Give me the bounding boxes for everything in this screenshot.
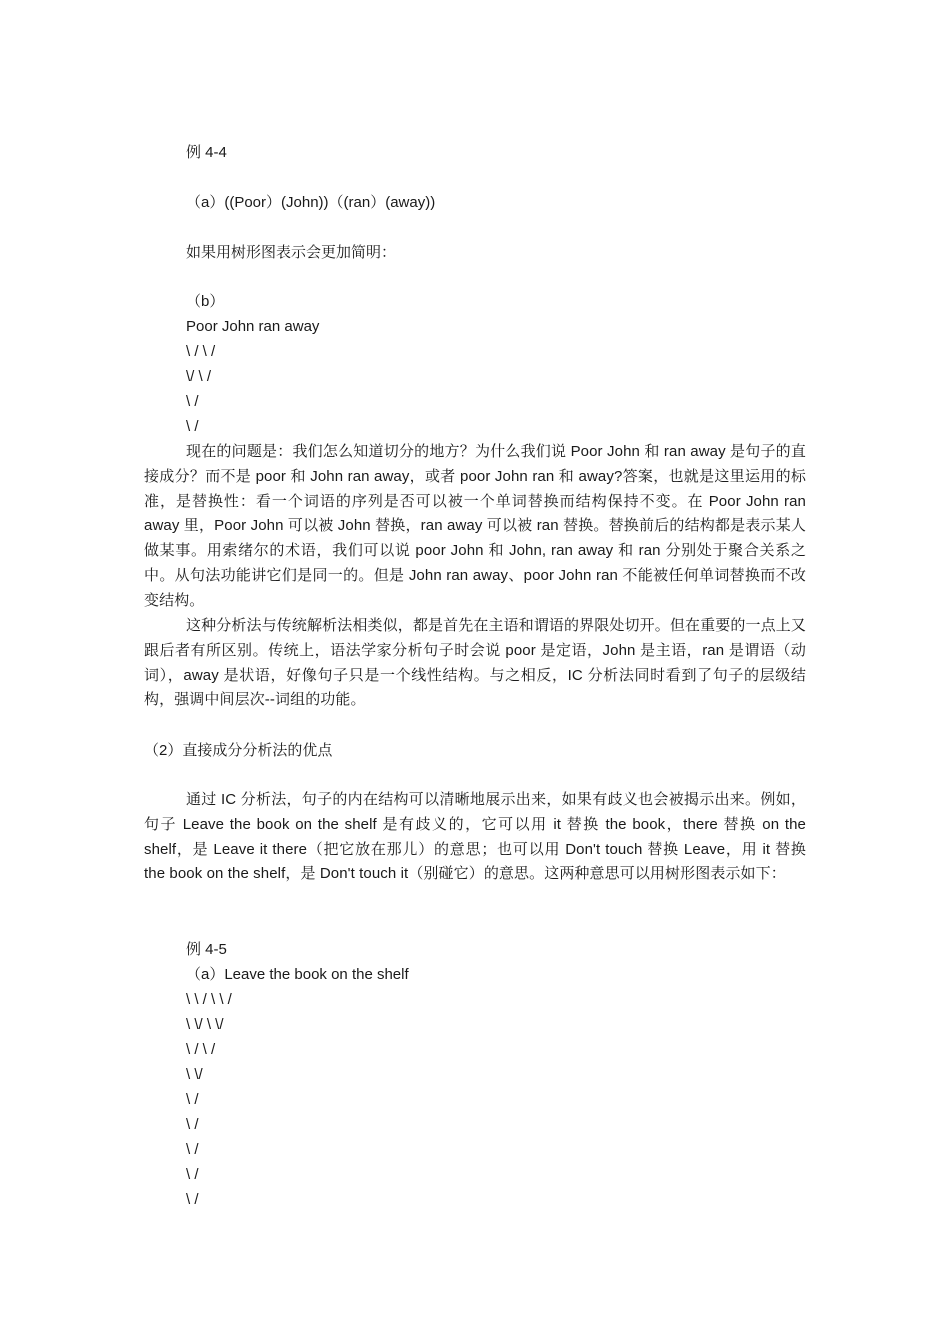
- tree-line: \ / \ /: [186, 1041, 216, 1058]
- tree-line: \/ \ /: [186, 368, 212, 385]
- tree-line: \ /: [186, 1191, 199, 1208]
- tree-line: \ /: [186, 1116, 199, 1133]
- tree-line: \ \ / \ \ /: [186, 991, 232, 1008]
- example-4-5-sentence: （a）Leave the book on the shelf: [186, 966, 409, 983]
- example-4-4-sentence: Poor John ran away: [186, 318, 320, 335]
- tree-intro-text: 如果用树形图表示会更加简明：: [186, 244, 397, 261]
- tree-line: \ /: [186, 1091, 199, 1108]
- tree-line: \ /: [186, 1141, 199, 1158]
- section-heading: （2）直接成分分析法的优点: [144, 742, 333, 759]
- tree-line: \ /: [186, 1166, 199, 1183]
- tree-line: \ / \ /: [186, 343, 216, 360]
- tree-line: \ \/ \ \/: [186, 1016, 224, 1033]
- section-paragraph: 通过 IC 分析法，句子的内在结构可以清晰地展示出来，如果有歧义也会被揭示出来。例如，句子 Leave the book on the shelf 是有歧义的，它可以用 it 替换 the book，there 替换 on the shelf，是 Leave it there（把它放在那儿）的意思；也可以用 Don't touch 替换 Leave，用 it 替换 the book on the shelf，是 Don't touch it（别碰它）的意思。这两种意思可以用树形图表示如下：: [144, 791, 806, 883]
- body-paragraph: 这种分析法与传统解析法相类似，都是首先在主语和谓语的界限处切开。但在重要的一点上又跟后者有所区别。传统上，语法学家分析句子时会说 poor 是定语，John 是主语，ran 是谓语（动词），away 是状语，好像句子只是一个线性结构。与之相反，IC 分析法同时看到了句子的层级结构，强调中间层次--词组的功能。: [144, 617, 806, 709]
- tree-line: \ /: [186, 393, 199, 410]
- example-4-4-bracketing: （a）((Poor）(John))（(ran）(away)): [186, 194, 436, 211]
- tree-line: \ \/: [186, 1066, 203, 1083]
- body-paragraph: 现在的问题是：我们怎么知道切分的地方？为什么我们说 Poor John 和 ran away 是句子的直接成分？而不是 poor 和 John ran away，或者 poor John ran 和 away?答案，也就是这里运用的标准，是替换性：看一个词语的序列是否可以被一个单词替换而结构保持不变。在 Poor John ran away 里，Poor John 可以被 John 替换，ran away 可以被 ran 替换。替换前后的结构都是表示某人做某事。用索绪尔的术语，我们可以说 poor John 和 John, ran away 和 ran 分别处于聚合关系之中。从句法功能讲它们是同一的。但是 John ran away、poor John ran 不能被任何单词替换而不改变结构。: [144, 443, 806, 609]
- example-4-5-label: 例 4-5: [186, 941, 227, 958]
- example-4-4-label-b: （b）: [186, 293, 225, 310]
- tree-line: \ /: [186, 418, 199, 435]
- example-4-4-label: 例 4-4: [186, 144, 227, 161]
